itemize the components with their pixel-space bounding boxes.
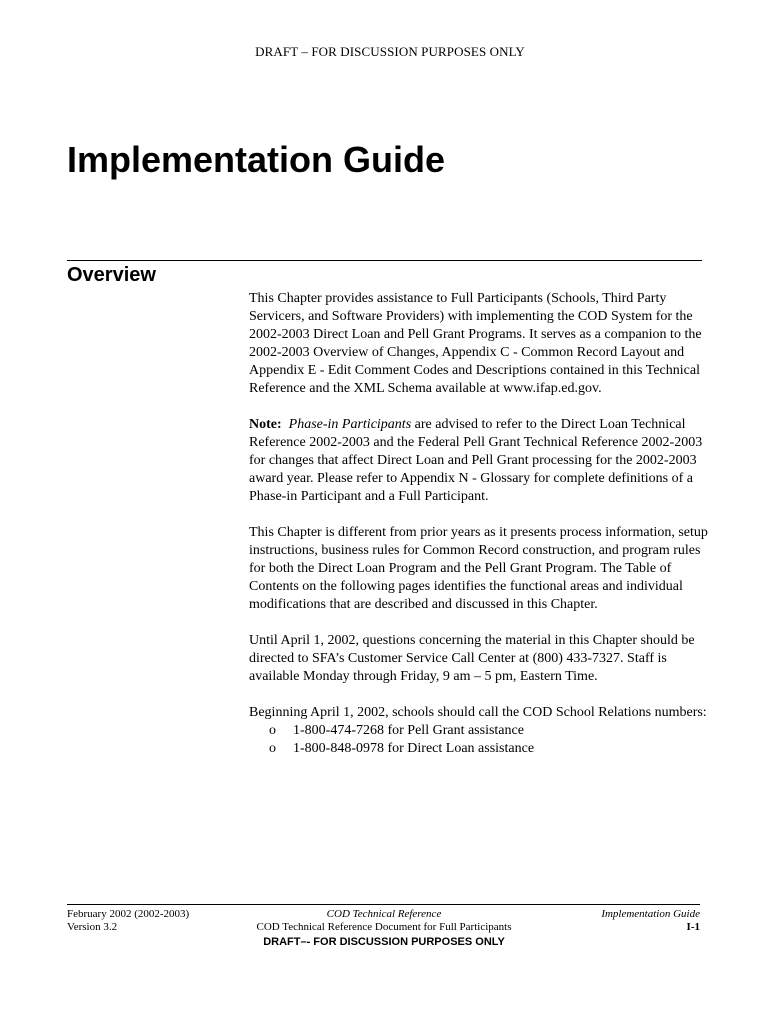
paragraph-until-april: Until April 1, 2002, questions concerning the material in this Chapter should be directed to SFA’s Customer Service Call Center at (800) 433-7327. Staff is available Monday through Friday, 9 am – 5 pm, Eastern Time.: [249, 633, 695, 684]
note-italic-term: Phase-in Participants: [288, 417, 412, 432]
phone-item-text: 1-800-848-0978 for Direct Loan assistance: [293, 741, 535, 756]
header-draft-notice: DRAFT – FOR DISCUSSION PURPOSES ONLY: [255, 44, 525, 59]
section-heading: Overview: [67, 264, 156, 286]
footer-center-title: COD Technical Reference: [326, 908, 442, 920]
footer-date: February 2002 (2002-2003): [67, 908, 190, 920]
footer-version: Version 3.2: [67, 921, 118, 933]
list-item: [269, 722, 709, 740]
note-text: are advised to refer to the Direct Loan Technical Reference 2002-2003 and the Federal Pell Grant Technical Reference 2002-2003 for changes that affect Direct Loan and Pell Grant processing for the 2002-2003 award year. Please refer to Appendix N - Glossary for complete definitions of a Phase-in Participant and a Full Participant.: [249, 417, 703, 504]
list-item: [269, 740, 709, 758]
footer-right-title: Implementation Guide: [601, 908, 700, 920]
footer-divider: [67, 904, 700, 905]
paragraph-beginning-april: Beginning April 1, 2002, schools should call the COD School Relations numbers:: [249, 705, 707, 720]
phone-item-text: 1-800-474-7268 for Pell Grant assistance: [293, 723, 524, 738]
bullet-icon: o: [269, 741, 276, 756]
phone-list: [249, 722, 709, 758]
note-label: Note:: [249, 417, 282, 432]
bullet-icon: o: [269, 723, 276, 738]
chapter-title: Implementation Guide: [67, 139, 446, 180]
paragraph-differences: This Chapter is different from prior years as it presents process information, setup instructions, business rules for Common Record construction, and program rules for both the Direct Loan Program and the Pell Grant Program. The Table of Contents on the following pages identifies the functional areas and individual modifications that are described and discussed in this Chapter.: [249, 525, 708, 612]
body-text-column: [249, 290, 709, 758]
footer-center-subtitle: COD Technical Reference Document for Full Participants: [256, 921, 512, 933]
footer-draft-notice: DRAFT–- FOR DISCUSSION PURPOSES ONLY: [263, 936, 505, 948]
page-number: I-1: [686, 921, 700, 933]
paragraph-intro: This Chapter provides assistance to Full Participants (Schools, Third Party Servicers, and Software Providers) with implementing the COD System for the 2002-2003 Direct Loan and Pell Grant Programs. It serves as a companion to the 2002-2003 Overview of Changes, Appendix C - Common Record Layout and Appendix E - Edit Comment Codes and Descriptions contained in this Technical Reference and the XML Schema available at www.ifap.ed.gov.: [249, 291, 702, 396]
paragraph-note: [249, 416, 709, 506]
section-divider: [67, 260, 702, 261]
footer-right: [601, 908, 700, 934]
